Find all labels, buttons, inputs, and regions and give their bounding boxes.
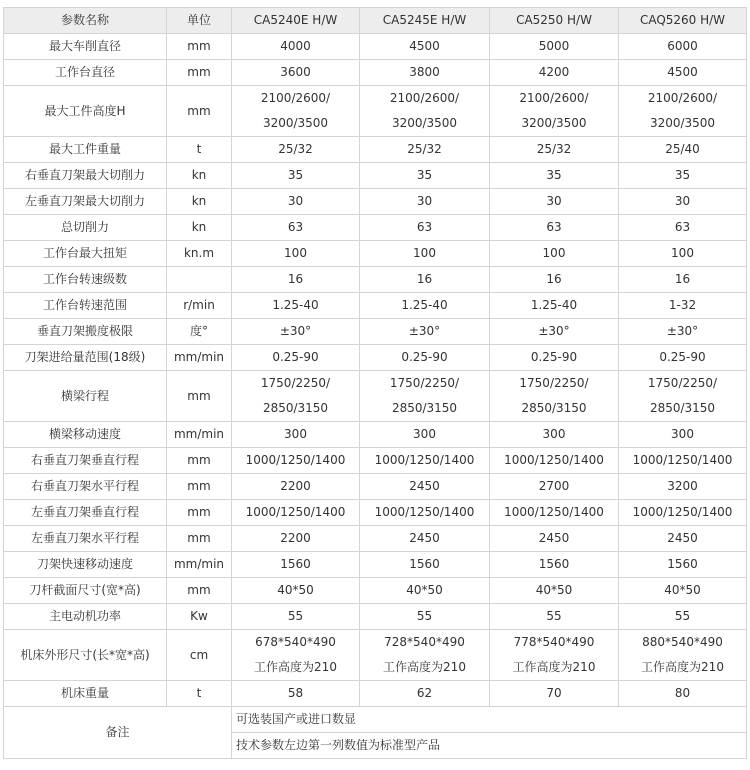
- value-line: 2200: [280, 531, 311, 545]
- value-line: 16: [416, 272, 433, 286]
- value-line: 工作高度为210: [383, 660, 466, 674]
- value-line: 2450: [409, 479, 440, 493]
- value-line: 2100/2600/: [519, 91, 589, 105]
- unit-cell: kn: [167, 163, 232, 189]
- value-cell: [619, 448, 747, 474]
- value-line: 63: [674, 220, 691, 234]
- value-cell: [232, 604, 360, 630]
- value-cell: [360, 604, 490, 630]
- value-line: 16: [287, 272, 304, 286]
- param-name-cell: 横梁移动速度: [4, 422, 167, 448]
- value-line: 55: [416, 609, 433, 623]
- param-name-cell: 工作台转速范围: [4, 293, 167, 319]
- notes-text-cell: 技术参数左边第一列数值为标准型产品: [232, 733, 747, 759]
- value-cell: [490, 630, 619, 681]
- table-row: [4, 319, 747, 345]
- column-header: 参数名称: [4, 8, 167, 34]
- value-line: 25/40: [665, 142, 700, 156]
- value-line: 2850/3150: [262, 401, 329, 415]
- value-cell: [490, 34, 619, 60]
- value-line: 2450: [409, 531, 440, 545]
- spec-table-body: [4, 8, 747, 759]
- value-line: 62: [416, 686, 433, 700]
- value-line: 1750/2250/: [519, 376, 589, 390]
- value-line: 40*50: [664, 583, 701, 597]
- table-row: [4, 163, 747, 189]
- param-name-cell: 垂直刀架搬度极限: [4, 319, 167, 345]
- value-line: 5000: [538, 39, 570, 53]
- value-line: ±30°: [408, 324, 441, 338]
- value-line: 0.25-90: [272, 350, 319, 364]
- unit-cell: t: [167, 137, 232, 163]
- value-cell: [232, 267, 360, 293]
- value-cell: [360, 189, 490, 215]
- param-name-cell: 机床重量: [4, 681, 167, 707]
- value-line: 1000/1250/1400: [504, 505, 604, 519]
- value-line: 40*50: [406, 583, 443, 597]
- table-row: [4, 137, 747, 163]
- value-cell: [490, 422, 619, 448]
- value-line: 1560: [667, 557, 698, 571]
- param-name-cell: 主电动机功率: [4, 604, 167, 630]
- param-name-cell: 左垂直刀架最大切削力: [4, 189, 167, 215]
- value-line: 2850/3150: [649, 401, 716, 415]
- param-name-cell: 刀架快速移动速度: [4, 552, 167, 578]
- value-cell: [490, 578, 619, 604]
- value-line: 70: [546, 686, 562, 700]
- value-line: 3600: [280, 65, 311, 79]
- value-line: 300: [542, 427, 566, 441]
- value-cell: [232, 526, 360, 552]
- table-row: [4, 578, 747, 604]
- value-line: ±30°: [279, 324, 312, 338]
- column-header: CA5245E H/W: [360, 8, 490, 34]
- value-cell: [360, 630, 490, 681]
- value-line: 2100/2600/: [647, 91, 718, 105]
- value-line: 1000/1250/1400: [632, 505, 733, 519]
- unit-cell: mm: [167, 500, 232, 526]
- value-line: 16: [546, 272, 562, 286]
- unit-cell: t: [167, 681, 232, 707]
- param-name-cell: 左垂直刀架垂直行程: [4, 500, 167, 526]
- value-cell: [619, 578, 747, 604]
- value-cell: [619, 422, 747, 448]
- value-cell: [490, 474, 619, 500]
- value-line: 35: [287, 168, 304, 182]
- value-line: 0.25-90: [401, 350, 448, 364]
- value-line: 35: [674, 168, 691, 182]
- value-line: 100: [284, 246, 307, 260]
- value-line: 1750/2250/: [260, 376, 331, 390]
- spec-table: [3, 7, 747, 759]
- value-line: 2700: [538, 479, 570, 493]
- value-cell: [360, 552, 490, 578]
- unit-cell: 度°: [167, 319, 232, 345]
- value-cell: [490, 163, 619, 189]
- value-line: 1.25-40: [272, 298, 319, 312]
- column-header: 单位: [167, 8, 232, 34]
- value-cell: [490, 604, 619, 630]
- value-cell: [360, 163, 490, 189]
- value-cell: [360, 137, 490, 163]
- value-cell: [490, 60, 619, 86]
- value-cell: [619, 371, 747, 422]
- value-cell: [360, 86, 490, 137]
- value-line: 2100/2600/: [260, 91, 331, 105]
- value-cell: [360, 215, 490, 241]
- param-name-cell: 横梁行程: [4, 371, 167, 422]
- table-row: [4, 189, 747, 215]
- value-line: 100: [413, 246, 436, 260]
- value-cell: [232, 422, 360, 448]
- value-line: 2450: [538, 531, 570, 545]
- unit-cell: mm: [167, 34, 232, 60]
- unit-cell: mm/min: [167, 422, 232, 448]
- value-line: 1000/1250/1400: [504, 453, 604, 467]
- value-line: 3200/3500: [391, 116, 458, 130]
- value-cell: [360, 241, 490, 267]
- value-cell: [360, 267, 490, 293]
- param-name-cell: 总切削力: [4, 215, 167, 241]
- value-cell: [360, 448, 490, 474]
- value-cell: [232, 345, 360, 371]
- value-line: 1.25-40: [530, 298, 578, 312]
- value-line: 1000/1250/1400: [245, 453, 346, 467]
- param-name-cell: 左垂直刀架水平行程: [4, 526, 167, 552]
- value-line: 30: [416, 194, 433, 208]
- unit-cell: mm: [167, 60, 232, 86]
- unit-cell: r/min: [167, 293, 232, 319]
- value-line: 25/32: [536, 142, 572, 156]
- value-cell: [619, 552, 747, 578]
- value-line: 300: [284, 427, 307, 441]
- table-row: [4, 293, 747, 319]
- param-name-cell: 右垂直刀架最大切削力: [4, 163, 167, 189]
- unit-cell: mm: [167, 474, 232, 500]
- unit-cell: cm: [167, 630, 232, 681]
- table-row: [4, 422, 747, 448]
- value-cell: [360, 681, 490, 707]
- unit-cell: mm/min: [167, 345, 232, 371]
- value-line: 25/32: [407, 142, 442, 156]
- value-line: 4200: [538, 65, 570, 79]
- value-cell: [490, 345, 619, 371]
- value-line: 63: [546, 220, 562, 234]
- value-cell: [232, 474, 360, 500]
- value-line: 55: [546, 609, 562, 623]
- value-cell: [490, 526, 619, 552]
- value-cell: [232, 189, 360, 215]
- value-line: 1750/2250/: [389, 376, 460, 390]
- value-line: 63: [416, 220, 433, 234]
- unit-cell: mm: [167, 578, 232, 604]
- value-line: 2850/3150: [391, 401, 458, 415]
- value-cell: [619, 241, 747, 267]
- value-line: 40*50: [535, 583, 573, 597]
- value-cell: [360, 60, 490, 86]
- value-cell: [619, 604, 747, 630]
- value-cell: [360, 345, 490, 371]
- value-cell: [360, 578, 490, 604]
- value-cell: [490, 552, 619, 578]
- value-line: 40*50: [277, 583, 314, 597]
- table-row: [4, 474, 747, 500]
- value-line: 3200/3500: [262, 116, 329, 130]
- value-cell: [619, 630, 747, 681]
- value-line: 2200: [280, 479, 311, 493]
- value-cell: [490, 371, 619, 422]
- notes-row: [4, 707, 747, 733]
- unit-cell: mm: [167, 86, 232, 137]
- param-name-cell: 最大工件重量: [4, 137, 167, 163]
- value-line: 6000: [667, 39, 698, 53]
- value-line: 4500: [667, 65, 698, 79]
- value-line: 25/32: [278, 142, 313, 156]
- table-row: [4, 371, 747, 422]
- table-row: [4, 241, 747, 267]
- value-cell: [232, 293, 360, 319]
- unit-cell: mm: [167, 526, 232, 552]
- value-cell: [360, 371, 490, 422]
- value-line: 80: [674, 686, 691, 700]
- unit-cell: kn: [167, 189, 232, 215]
- value-line: 1000/1250/1400: [374, 453, 475, 467]
- param-name-cell: 刀杆截面尺寸(宽*高): [4, 578, 167, 604]
- table-row: [4, 500, 747, 526]
- value-cell: [360, 34, 490, 60]
- value-line: ±30°: [538, 324, 570, 338]
- value-cell: [619, 526, 747, 552]
- param-name-cell: 右垂直刀架垂直行程: [4, 448, 167, 474]
- value-cell: [619, 137, 747, 163]
- table-row: [4, 86, 747, 137]
- value-cell: [360, 526, 490, 552]
- param-name-cell: 机床外形尺寸(长*宽*高): [4, 630, 167, 681]
- value-line: 1560: [409, 557, 440, 571]
- table-row: [4, 215, 747, 241]
- value-cell: [232, 578, 360, 604]
- value-cell: [232, 681, 360, 707]
- value-cell: [490, 215, 619, 241]
- value-line: 55: [674, 609, 691, 623]
- column-header: CA5240E H/W: [232, 8, 360, 34]
- table-row: [4, 552, 747, 578]
- value-line: 1.25-40: [401, 298, 448, 312]
- value-line: 100: [542, 246, 566, 260]
- value-cell: [619, 681, 747, 707]
- value-cell: [619, 474, 747, 500]
- param-name-cell: 工作台最大扭矩: [4, 241, 167, 267]
- value-cell: [490, 241, 619, 267]
- value-line: 35: [546, 168, 562, 182]
- value-line: 1560: [280, 557, 311, 571]
- table-row: [4, 448, 747, 474]
- value-line: 工作高度为210: [512, 660, 596, 674]
- unit-cell: [167, 267, 232, 293]
- value-line: 工作高度为210: [254, 660, 337, 674]
- value-line: 0.25-90: [530, 350, 578, 364]
- value-cell: [232, 371, 360, 422]
- value-line: 30: [287, 194, 304, 208]
- value-cell: [619, 319, 747, 345]
- value-line: 58: [287, 686, 304, 700]
- value-line: 3200/3500: [521, 116, 587, 130]
- value-cell: [490, 137, 619, 163]
- value-cell: [619, 500, 747, 526]
- value-line: 工作高度为210: [641, 660, 724, 674]
- value-line: 0.25-90: [659, 350, 706, 364]
- value-line: 300: [671, 427, 694, 441]
- value-line: 2100/2600/: [389, 91, 460, 105]
- value-line: 63: [287, 220, 304, 234]
- value-cell: [619, 345, 747, 371]
- value-line: ±30°: [666, 324, 699, 338]
- value-cell: [232, 448, 360, 474]
- value-line: 30: [674, 194, 691, 208]
- notes-text-cell: 可选装国产或进口数显: [232, 707, 747, 733]
- value-cell: [490, 448, 619, 474]
- value-line: 30: [546, 194, 562, 208]
- value-line: 3200: [667, 479, 698, 493]
- param-name-cell: 最大工件高度H: [4, 86, 167, 137]
- value-line: 880*540*490: [642, 635, 723, 649]
- value-line: 778*540*490: [513, 635, 595, 649]
- notes-label-cell: 备注: [4, 707, 232, 759]
- value-cell: [232, 86, 360, 137]
- param-name-cell: 工作台直径: [4, 60, 167, 86]
- value-cell: [619, 86, 747, 137]
- value-cell: [619, 293, 747, 319]
- value-cell: [490, 267, 619, 293]
- value-cell: [232, 241, 360, 267]
- param-name-cell: 工作台转速级数: [4, 267, 167, 293]
- column-header: CA5250 H/W: [490, 8, 619, 34]
- value-cell: [232, 319, 360, 345]
- unit-cell: mm: [167, 371, 232, 422]
- value-cell: [232, 500, 360, 526]
- value-cell: [360, 422, 490, 448]
- value-line: 1000/1250/1400: [374, 505, 475, 519]
- value-line: 3800: [409, 65, 440, 79]
- value-cell: [232, 60, 360, 86]
- unit-cell: mm/min: [167, 552, 232, 578]
- value-cell: [232, 215, 360, 241]
- table-row: [4, 345, 747, 371]
- value-line: 35: [416, 168, 433, 182]
- value-line: 2850/3150: [521, 401, 587, 415]
- param-name-cell: 右垂直刀架水平行程: [4, 474, 167, 500]
- value-line: 3200/3500: [649, 116, 716, 130]
- value-cell: [490, 86, 619, 137]
- value-line: 4500: [409, 39, 440, 53]
- value-line: 300: [413, 427, 436, 441]
- value-line: 55: [287, 609, 304, 623]
- value-cell: [619, 34, 747, 60]
- value-cell: [490, 189, 619, 215]
- column-header: CAQ5260 H/W: [619, 8, 747, 34]
- value-cell: [490, 681, 619, 707]
- table-row: [4, 630, 747, 681]
- value-cell: [360, 293, 490, 319]
- table-row: [4, 681, 747, 707]
- value-line: 1750/2250/: [647, 376, 718, 390]
- value-line: 100: [671, 246, 694, 260]
- value-cell: [232, 552, 360, 578]
- unit-cell: kn.m: [167, 241, 232, 267]
- value-cell: [490, 500, 619, 526]
- value-line: 1-32: [668, 298, 697, 312]
- table-row: [4, 526, 747, 552]
- value-line: 1560: [538, 557, 570, 571]
- value-cell: [360, 319, 490, 345]
- value-cell: [232, 34, 360, 60]
- value-cell: [360, 500, 490, 526]
- value-cell: [619, 163, 747, 189]
- param-name-cell: 最大车削直径: [4, 34, 167, 60]
- value-cell: [619, 215, 747, 241]
- table-row: [4, 604, 747, 630]
- param-name-cell: 刀架进给量范围(18级): [4, 345, 167, 371]
- unit-cell: kn: [167, 215, 232, 241]
- value-line: 1000/1250/1400: [245, 505, 346, 519]
- table-row: [4, 60, 747, 86]
- value-cell: [619, 60, 747, 86]
- value-cell: [619, 267, 747, 293]
- value-cell: [360, 474, 490, 500]
- value-cell: [490, 293, 619, 319]
- value-cell: [232, 137, 360, 163]
- value-cell: [232, 630, 360, 681]
- unit-cell: mm: [167, 448, 232, 474]
- value-line: 678*540*490: [255, 635, 336, 649]
- table-row: [4, 34, 747, 60]
- header-row: [4, 8, 747, 34]
- value-line: 16: [674, 272, 691, 286]
- value-cell: [232, 163, 360, 189]
- value-cell: [490, 319, 619, 345]
- value-line: 1000/1250/1400: [632, 453, 733, 467]
- value-cell: [619, 189, 747, 215]
- value-line: 2450: [667, 531, 698, 545]
- value-line: 728*540*490: [384, 635, 465, 649]
- table-row: [4, 267, 747, 293]
- value-line: 4000: [280, 39, 311, 53]
- unit-cell: Kw: [167, 604, 232, 630]
